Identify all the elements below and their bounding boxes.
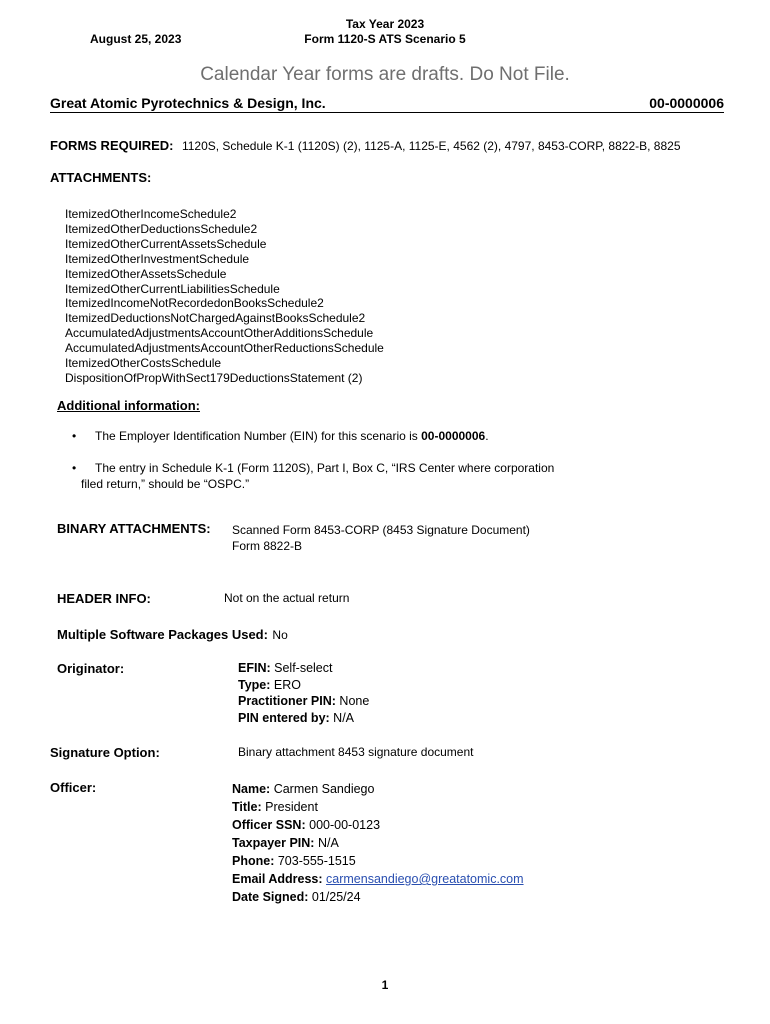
signature-option-label: Signature Option: bbox=[50, 745, 160, 760]
list-item: ItemizedOtherCurrentAssetsSchedule bbox=[65, 236, 267, 251]
practitioner-pin-label: Practitioner PIN: bbox=[238, 694, 336, 708]
pin-entered-label: PIN entered by: bbox=[238, 710, 330, 725]
bullet-icon: • bbox=[72, 429, 77, 443]
binary-attachments-list bbox=[232, 522, 530, 554]
list-item: AccumulatedAdjustmentsAccountOtherReductionsSchedule bbox=[65, 341, 384, 356]
header-info-value: Not on the actual return bbox=[224, 591, 350, 605]
ein-note-prefix: The Employer Identification Number (EIN) for this scenario is bbox=[95, 429, 422, 443]
officer-label: Officer: bbox=[50, 780, 97, 795]
email-link[interactable]: carmensandiego@greatatomic.com bbox=[326, 872, 524, 886]
list-item: ItemizedDeductionsNotChargedAgainstBooksSchedule2 bbox=[65, 311, 366, 326]
taxpayer-pin-value: N/A bbox=[317, 836, 339, 850]
company-name: Great Atomic Pyrotechnics & Design, Inc. bbox=[50, 95, 326, 111]
list-item: DispositionOfPropWithSect179DeductionsStatement (2) bbox=[65, 370, 363, 385]
list-item: Form 8822-B bbox=[232, 539, 303, 553]
signature-option-value: Binary attachment 8453 signature document bbox=[238, 745, 474, 759]
draft-notice: Calendar Year forms are drafts. Do Not File. bbox=[200, 64, 570, 85]
list-item: ItemizedOtherAssetsSchedule bbox=[65, 266, 227, 281]
list-item: ItemizedOtherDeductionsSchedule2 bbox=[65, 221, 258, 236]
forms-required-label: FORMS REQUIRED: bbox=[50, 138, 174, 153]
originator-details bbox=[238, 660, 369, 726]
multiple-software-value: No bbox=[272, 628, 288, 642]
tax-year: Tax Year 2023 bbox=[345, 17, 425, 31]
officer-title-value: President bbox=[265, 800, 318, 814]
attachments-list bbox=[65, 207, 384, 386]
efin-value: Self-select bbox=[274, 661, 333, 675]
officer-ssn-value: 000-00-0123 bbox=[309, 818, 381, 832]
list-item: ItemizedOtherIncomeSchedule2 bbox=[65, 207, 237, 221]
ospc-note-line1: The entry in Schedule K-1 (Form 1120S), Part I, Box C, “IRS Center where corporation bbox=[95, 461, 555, 475]
list-item: ItemizedIncomeNotRecordedonBooksSchedule2 bbox=[65, 296, 324, 311]
phone-label: Phone: bbox=[232, 854, 275, 868]
multiple-software-label: Multiple Software Packages Used: bbox=[57, 627, 268, 642]
officer-title-label: Title: bbox=[232, 800, 262, 814]
taxpayer-pin-label: Taxpayer PIN: bbox=[232, 836, 315, 850]
forms-required-value: 1120S, Schedule K-1 (1120S) (2), 1125-A, 1125-E, 4562 (2), 4797, 8453-CORP, 8822-B, 8825 bbox=[181, 139, 681, 153]
attachments-label: ATTACHMENTS: bbox=[50, 170, 152, 185]
list-item: AccumulatedAdjustmentsAccountOtherAdditionsSchedule bbox=[65, 326, 374, 341]
phone-value: 703-555-1515 bbox=[277, 854, 356, 868]
ein-note-value: 00-0000006 bbox=[421, 429, 486, 443]
list-item: ItemizedOtherCurrentLiabilitiesSchedule bbox=[65, 281, 280, 296]
list-item: Scanned Form 8453-CORP (8453 Signature Document) bbox=[232, 523, 530, 537]
date-signed-value: 01/25/24 bbox=[311, 890, 361, 904]
additional-info-item-ein bbox=[95, 429, 595, 445]
binary-attachments-label: BINARY ATTACHMENTS: bbox=[57, 521, 211, 536]
document-date: August 25, 2023 bbox=[90, 32, 182, 46]
date-signed-label: Date Signed: bbox=[232, 890, 309, 904]
type-value: ERO bbox=[273, 677, 301, 692]
forms-required bbox=[50, 137, 681, 155]
bullet-icon: • bbox=[72, 461, 77, 475]
company-header bbox=[50, 94, 724, 113]
multiple-software bbox=[57, 626, 288, 644]
additional-info-item-ospc bbox=[81, 461, 595, 492]
company-ein: 00-0000006 bbox=[649, 95, 724, 111]
originator-label: Originator: bbox=[57, 661, 125, 676]
additional-info-label: Additional information: bbox=[57, 398, 200, 413]
list-item: ItemizedOtherCostsSchedule bbox=[65, 356, 222, 371]
email-label: Email Address: bbox=[232, 872, 323, 886]
form-scenario: Form 1120-S ATS Scenario 5 bbox=[304, 32, 466, 46]
pin-entered-value: N/A bbox=[333, 710, 355, 725]
type-label: Type: bbox=[238, 677, 271, 692]
page-number: 1 bbox=[381, 978, 389, 992]
list-item: ItemizedOtherInvestmentSchedule bbox=[65, 251, 250, 266]
officer-details bbox=[232, 780, 524, 906]
officer-ssn-label: Officer SSN: bbox=[232, 818, 306, 832]
officer-name-value: Carmen Sandiego bbox=[273, 782, 375, 796]
header-info-label: HEADER INFO: bbox=[57, 591, 151, 606]
ein-note-suffix: . bbox=[485, 429, 489, 443]
ospc-note-line2: filed return,” should be “OSPC.” bbox=[81, 476, 250, 491]
efin-label: EFIN: bbox=[238, 661, 271, 675]
officer-name-label: Name: bbox=[232, 782, 271, 796]
practitioner-pin-value: None bbox=[339, 694, 370, 708]
